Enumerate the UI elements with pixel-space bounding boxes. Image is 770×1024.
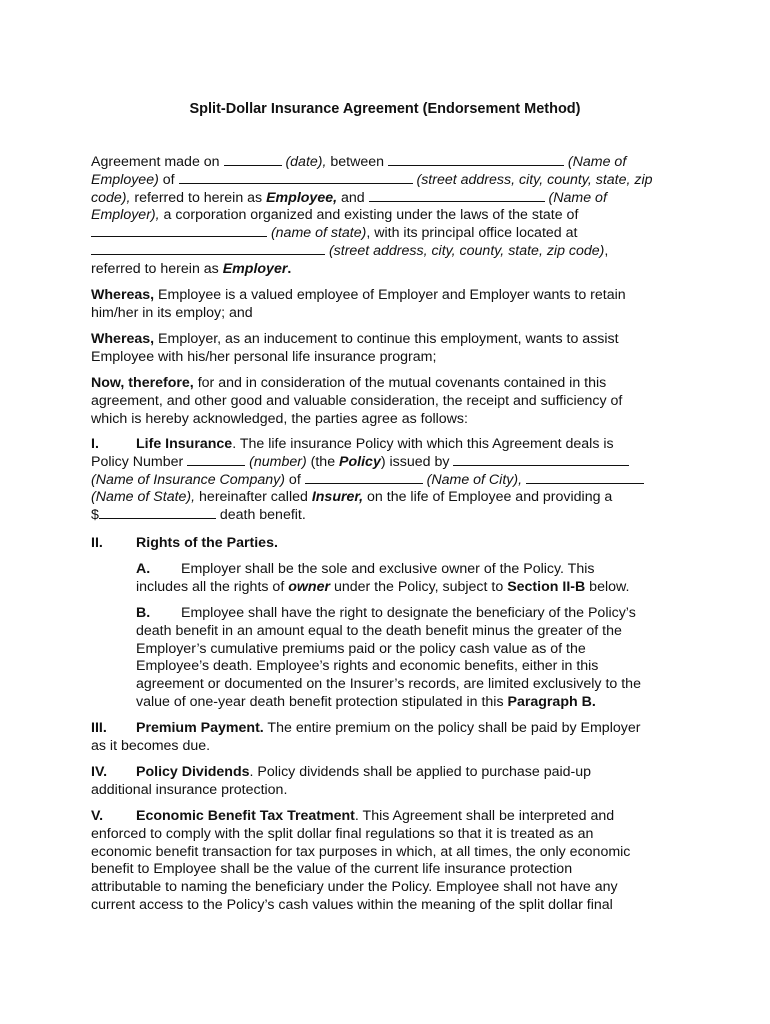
- section-2-heading: II. Rights of the Parties.: [91, 535, 278, 551]
- state-blank[interactable]: [526, 472, 644, 484]
- section-2-paragraph-a: A. Employer shall be the sole and exclusive owner of the Policy. This includes all the rights of owner under the Policy, subject to Section II-B below.: [136, 561, 630, 595]
- document-title: Split-Dollar Insurance Agreement (Endorsement Method): [189, 101, 581, 117]
- whereas-paragraph-1: Whereas, Employee is a valued employee of Employer and Employer wants to retain him/her in its employ; and: [91, 287, 626, 321]
- section-1-life-insurance: I. Life Insurance. The life insurance Policy with which this Agreement deals is Policy Number (number) (the Policy) issued by (Name of Insurance Company) of (Name of City), (Name of State), hereinafter called Insurer, on the life of Employee and providing a $ death benefit.: [91, 436, 691, 525]
- city-blank[interactable]: [305, 472, 423, 484]
- section-5-economic-benefit: V. Economic Benefit Tax Treatment. This Agreement shall be interpreted and enforced to comply with the split dollar final regulations so that it is treated as an economic benefit transaction for tax purposes in which, at all times, the only economic benefit to Employee shall be the value of the current life insurance protection attributable to naming the beneficiary under the Policy. Employee shall not have any current access to the Policy’s cash values within the meaning of the split dollar final: [91, 808, 631, 913]
- employee-name-blank[interactable]: [388, 154, 564, 166]
- section-4-policy-dividends: IV. Policy Dividends. Policy dividends shall be applied to purchase paid-up additional insurance protection.: [91, 764, 592, 798]
- whereas-paragraph-2: Whereas, Employer, as an inducement to continue this employment, wants to assist Employee with his/her personal life insurance program;: [91, 331, 619, 365]
- now-therefore-paragraph: Now, therefore, for and in consideration of the mutual covenants contained in this agreement, and other good and valuable consideration, the receipt and sufficiency of which is hereby acknowledged, the parties agree as follows:: [91, 375, 623, 427]
- intro-paragraph: Agreement made on (date), between (Name of Employee) of (street address, city, county, state, zip code), referred to herein as Employee, and (Name of Employer), a corporation organized and existing under the laws of the state of (name of state), with its principal office located at (street address, city, county, state, zip code), referred to herein as Employer.: [91, 154, 653, 277]
- date-blank[interactable]: [224, 154, 282, 166]
- employer-address-blank[interactable]: [91, 243, 325, 255]
- employer-name-blank[interactable]: [369, 190, 545, 202]
- policy-number-blank[interactable]: [187, 454, 245, 466]
- state-name-blank[interactable]: [91, 225, 267, 237]
- insurance-company-blank[interactable]: [453, 454, 629, 466]
- section-3-premium-payment: III. Premium Payment. The entire premium on the policy shall be paid by Employer as it becomes due.: [91, 720, 641, 754]
- death-benefit-amount-blank[interactable]: [99, 507, 216, 519]
- section-2-paragraph-b: B. Employee shall have the right to designate the beneficiary of the Policy’s death benefit in an amount equal to the death benefit minus the greater of the Employer’s cumulative premiums paid or the policy cash value as of the Employee’s death. Employee’s rights and economic benefits, either in this agreement or documented on the Insurer’s records, are limited exclusively to the value of one-year death benefit protection stipulated in this Paragraph B.: [136, 605, 641, 710]
- employee-address-blank[interactable]: [179, 172, 413, 184]
